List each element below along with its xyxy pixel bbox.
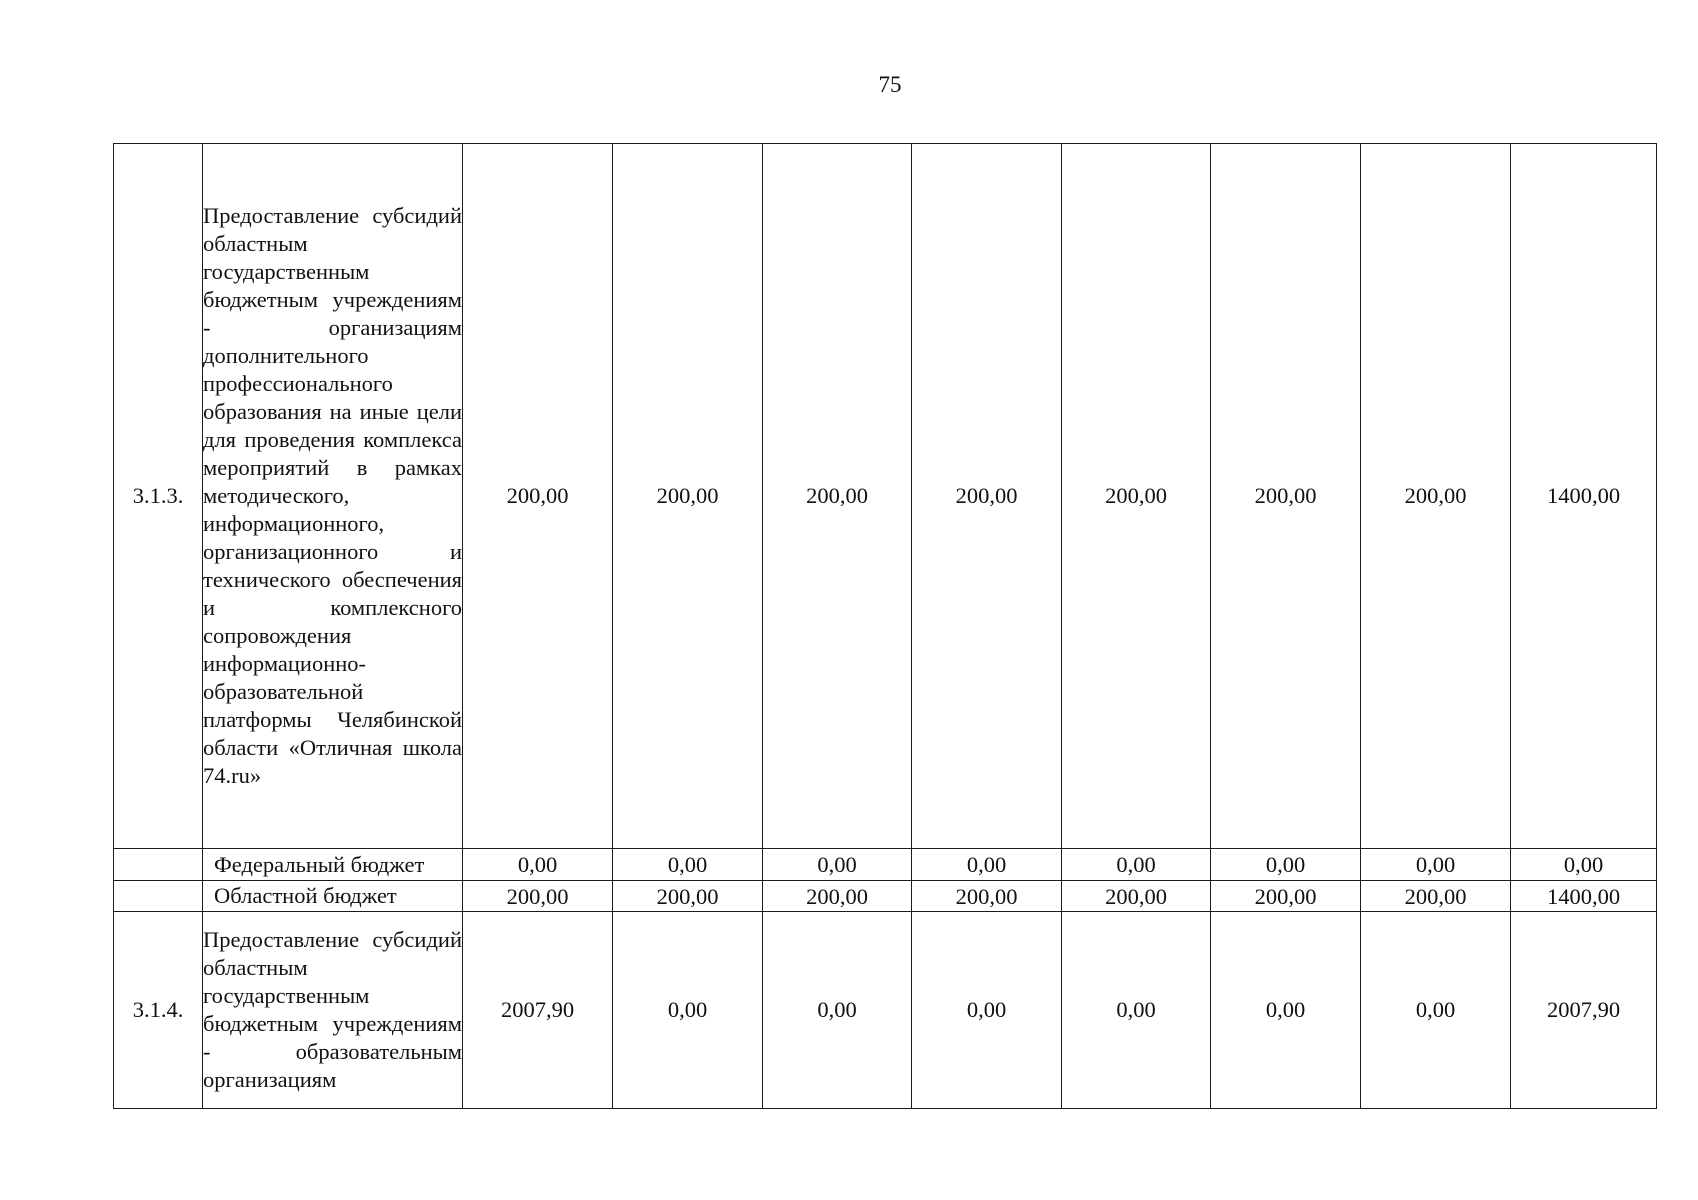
value-cell: 200,00: [463, 881, 613, 912]
value-cell: 200,00: [1211, 144, 1361, 849]
table-row: [114, 881, 1657, 912]
value-cell: 0,00: [912, 849, 1062, 881]
value-cell: 200,00: [912, 144, 1062, 849]
row-description: Предоставление субсидий областным государственным бюджетным учреждениям - образовательным организациям: [203, 912, 463, 1109]
row-description: Предоставление субсидий областным государственным бюджетным учреждениям - организациям дополнительного профессионального образования на иные цели для проведения комплекса мероприятий в рамках методического, информационного, организационного и технического обеспечения и комплексного сопровождения информационно-образовательной платформы Челябинской области «Отличная школа 74.ru»: [203, 144, 463, 849]
value-cell: 0,00: [763, 912, 912, 1109]
value-cell: 0,00: [1211, 912, 1361, 1109]
value-cell: 200,00: [613, 881, 763, 912]
value-cell: 200,00: [763, 881, 912, 912]
value-cell: 200,00: [1211, 881, 1361, 912]
row-description: Федеральный бюджет: [203, 849, 463, 881]
value-cell: 0,00: [912, 912, 1062, 1109]
value-cell: 0,00: [1062, 849, 1211, 881]
budget-table: [113, 143, 1657, 1109]
total-cell: 0,00: [1511, 849, 1657, 881]
value-cell: 200,00: [763, 144, 912, 849]
value-cell: 0,00: [613, 849, 763, 881]
row-number: [114, 881, 203, 912]
page-number: 75: [878, 72, 902, 97]
value-cell: 200,00: [463, 144, 613, 849]
value-cell: 0,00: [763, 849, 912, 881]
value-cell: 200,00: [1361, 881, 1511, 912]
value-cell: 0,00: [1211, 849, 1361, 881]
value-cell: 2007,90: [463, 912, 613, 1109]
total-cell: 2007,90: [1511, 912, 1657, 1109]
total-cell: 1400,00: [1511, 881, 1657, 912]
row-number: 3.1.4.: [114, 912, 203, 1109]
table-row: [114, 849, 1657, 881]
row-number: 3.1.3.: [114, 144, 203, 849]
total-cell: 1400,00: [1511, 144, 1657, 849]
row-number: [114, 849, 203, 881]
row-description: Областной бюджет: [203, 881, 463, 912]
value-cell: 200,00: [1361, 144, 1511, 849]
value-cell: 0,00: [613, 912, 763, 1109]
table-row: [114, 144, 1657, 849]
value-cell: 200,00: [1062, 881, 1211, 912]
table-row: [114, 912, 1657, 1109]
value-cell: 0,00: [1361, 912, 1511, 1109]
value-cell: 200,00: [912, 881, 1062, 912]
value-cell: 0,00: [1361, 849, 1511, 881]
value-cell: 0,00: [463, 849, 613, 881]
value-cell: 0,00: [1062, 912, 1211, 1109]
value-cell: 200,00: [1062, 144, 1211, 849]
value-cell: 200,00: [613, 144, 763, 849]
